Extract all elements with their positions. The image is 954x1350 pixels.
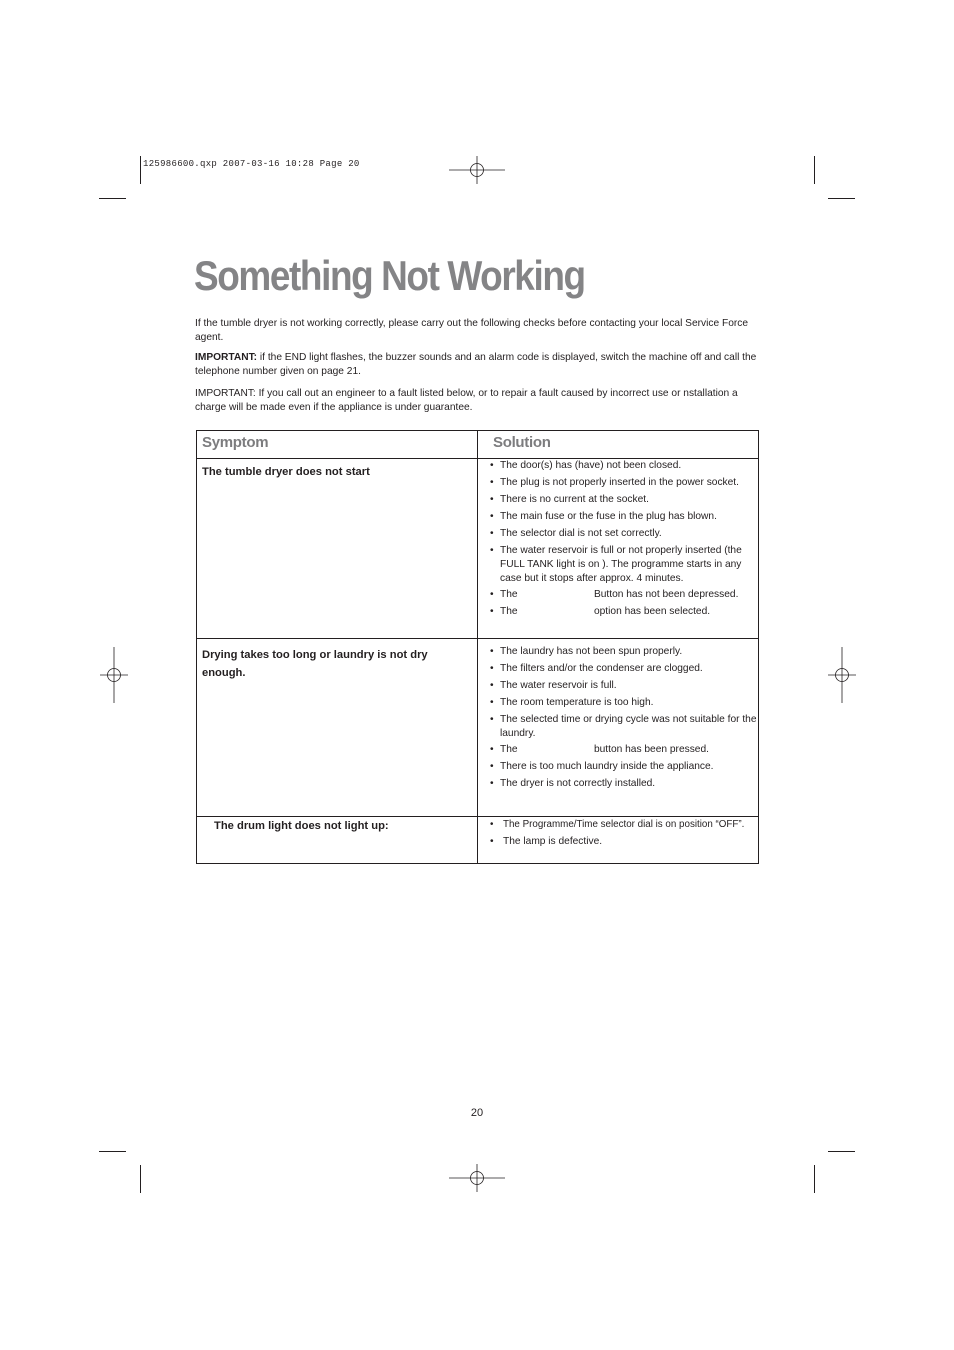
solution-cell (478, 639, 759, 817)
solution-text: The Programme/Time selector dial is on position “OFF”. (503, 819, 745, 830)
bullet: • (490, 663, 494, 674)
table-row (197, 817, 759, 864)
symptom-text: The drum light does not light up: (214, 820, 389, 832)
solution-text: There is no current at the socket. (500, 494, 649, 505)
symptom-header-label: Symptom (202, 434, 269, 451)
table-row (197, 639, 759, 817)
crop-mark-bottom-left-v (140, 1165, 141, 1193)
troubleshooting-table (196, 430, 759, 864)
solution-text: The button has been pressed. (500, 744, 709, 755)
list-item (478, 588, 758, 602)
bullet: • (490, 778, 494, 789)
list-item (478, 510, 758, 524)
bullet: • (490, 819, 494, 830)
intro-paragraph: If the tumble dryer is not working correctly, please carry out the following checks before contacting your local Service Force agent. (195, 318, 749, 343)
list-item (478, 743, 758, 757)
bullet: • (490, 528, 494, 539)
bullet: • (490, 477, 494, 488)
solution-text: The selected time or drying cycle was not suitable for the laundry. (500, 714, 757, 739)
list-item (478, 818, 758, 832)
bullet: • (490, 460, 494, 471)
crop-mark-top-left-v (140, 156, 141, 184)
bullet: • (490, 646, 494, 657)
list-item (478, 696, 758, 710)
solution-list (478, 459, 758, 619)
crop-mark-bottom-left-h (99, 1151, 126, 1152)
bullet: • (490, 744, 494, 755)
important-label: IMPORTANT: (195, 352, 258, 363)
important-text-1: if the END light flashes, the buzzer sounds and an alarm code is displayed, switch the machine off and call the telephone number given on page 21. (195, 352, 757, 377)
solution-list (478, 639, 758, 791)
solution-header-label: Solution (493, 434, 551, 451)
solution-text: There is too much laundry inside the appliance. (500, 761, 714, 772)
important-notice-1 (195, 351, 760, 379)
bullet: • (490, 545, 494, 556)
solution-text: The option has been selected. (500, 606, 711, 617)
symptom-text: The tumble dryer does not start (202, 466, 370, 478)
registration-mark-left-icon (86, 647, 142, 703)
list-item (478, 476, 758, 490)
list-item (478, 679, 758, 693)
crop-mark-top-right-h (828, 198, 855, 199)
print-slug: 125986600.qxp 2007-03-16 10:28 Page 20 (143, 159, 360, 169)
list-item (478, 493, 758, 507)
solution-cell (478, 459, 759, 639)
bullet: • (490, 697, 494, 708)
symptom-cell (197, 639, 478, 817)
bullet: • (490, 761, 494, 772)
list-item (478, 713, 758, 741)
registration-mark-bottom-icon (449, 1150, 505, 1206)
solution-text: The Button has not been depressed. (500, 589, 739, 600)
list-item (478, 835, 758, 849)
solution-text: The dryer is not correctly installed. (500, 778, 656, 789)
solution-text: The filters and/or the condenser are clogged. (500, 663, 703, 674)
list-item (478, 777, 758, 791)
solution-text: The water reservoir is full. (500, 680, 617, 691)
table-row (197, 459, 759, 639)
bullet: • (490, 494, 494, 505)
solution-text: The main fuse or the fuse in the plug has blown. (500, 511, 717, 522)
list-item (478, 645, 758, 659)
bullet: • (490, 680, 494, 691)
list-item (478, 544, 758, 586)
symptom-text: Drying takes too long or laundry is not dry enough. (202, 649, 428, 679)
registration-mark-right-icon (814, 647, 870, 703)
bullet: • (490, 511, 494, 522)
crop-mark-bottom-right-v (814, 1165, 815, 1193)
bullet: • (490, 714, 494, 725)
page-number: 20 (470, 1107, 484, 1119)
bullet: • (490, 589, 494, 600)
solution-text: The water reservoir is full or not properly inserted (the FULL TANK light is on ). The programme starts in any case but it stops after approx. 4 minutes. (500, 545, 742, 584)
registration-mark-top-icon (449, 142, 505, 198)
list-item (478, 605, 758, 619)
solution-text: The room temperature is too high. (500, 697, 654, 708)
solution-text: The selector dial is not set correctly. (500, 528, 662, 539)
solution-text: The laundry has not been spun properly. (500, 646, 683, 657)
crop-mark-top-left-h (99, 198, 126, 199)
list-item (478, 662, 758, 676)
important-notice-2: IMPORTANT: If you call out an engineer to a fault listed below, or to repair a fault caused by incorrect use or nstallation a charge will be made even if the appliance is under guarantee. (195, 388, 738, 413)
list-item (478, 459, 758, 473)
solution-text: The plug is not properly inserted in the power socket. (500, 477, 739, 488)
table-header-row (197, 431, 759, 459)
bullet: • (490, 606, 494, 617)
page-title: Something Not Working (194, 252, 585, 299)
crop-mark-top-right-v (814, 156, 815, 184)
solution-list (478, 817, 758, 849)
solution-cell (478, 817, 759, 864)
solution-text: The door(s) has (have) not been closed. (500, 460, 682, 471)
symptom-header (197, 431, 478, 459)
crop-mark-bottom-right-h (828, 1151, 855, 1152)
solution-text: The lamp is defective. (503, 836, 603, 847)
symptom-cell (197, 817, 478, 864)
symptom-cell (197, 459, 478, 639)
solution-header (478, 431, 759, 459)
list-item (478, 760, 758, 774)
list-item (478, 527, 758, 541)
bullet: • (490, 836, 494, 847)
